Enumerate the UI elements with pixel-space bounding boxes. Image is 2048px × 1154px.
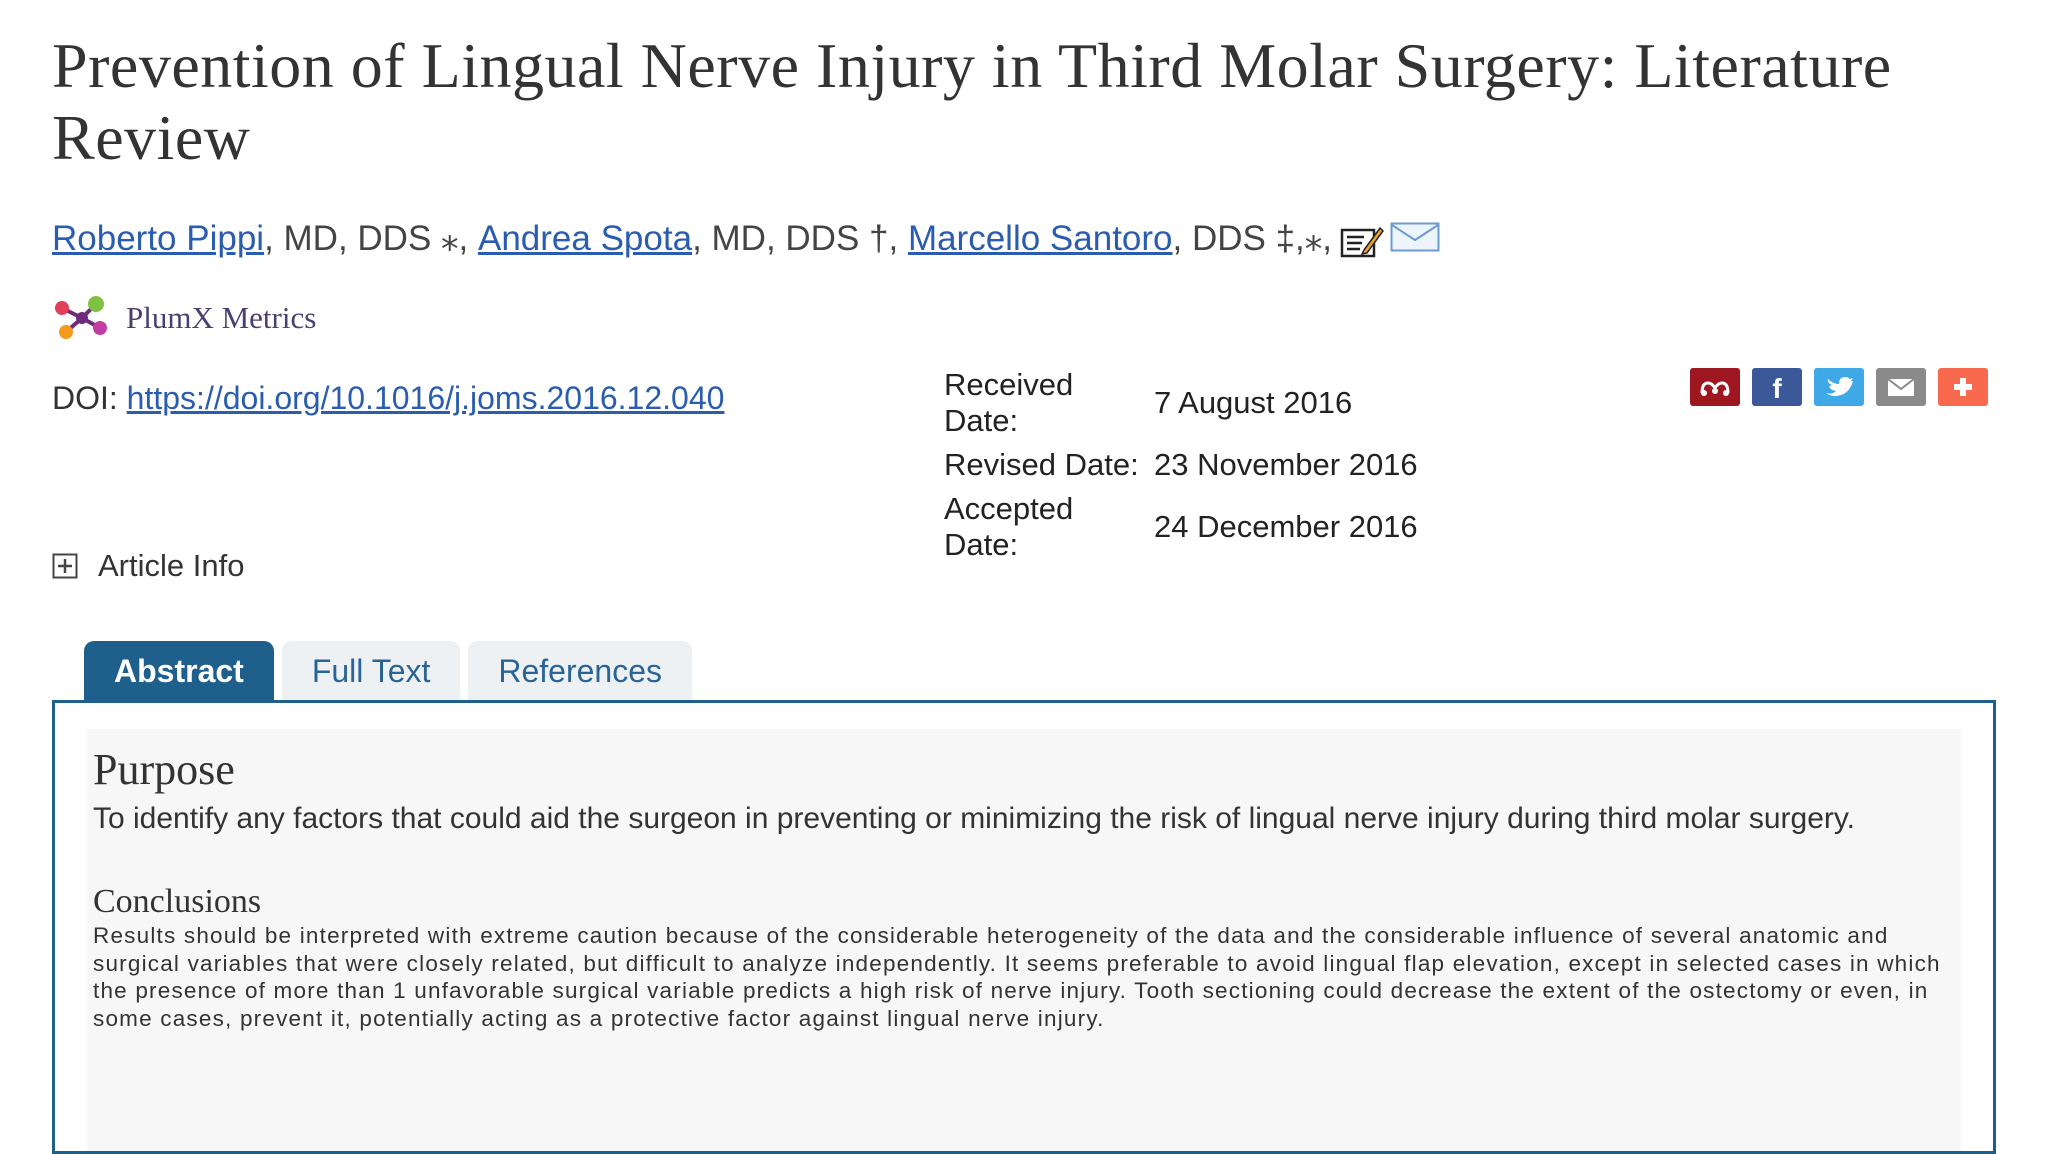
date-label: Accepted Date: xyxy=(944,491,1074,562)
purpose-text: To identify any factors that could aid the surgeon in preventing or minimizing the risk of lingual nerve injury during third molar surgery. xyxy=(93,802,1855,835)
doi-line xyxy=(52,380,724,417)
date-label: Revised Date: xyxy=(944,447,1139,482)
article-info-toggle[interactable] xyxy=(52,548,244,584)
article-dates xyxy=(944,367,1418,562)
date-value: 24 December 2016 xyxy=(1154,509,1418,544)
article-info-label: Article Info xyxy=(98,548,245,583)
tab-references[interactable]: References xyxy=(468,641,692,701)
envelope-icon[interactable] xyxy=(1390,216,1440,246)
date-value: 23 November 2016 xyxy=(1154,447,1418,482)
tab-abstract[interactable]: Abstract xyxy=(84,641,274,701)
author-credentials: , MD, DDS ⁎, xyxy=(264,219,469,258)
svg-text:f: f xyxy=(1772,373,1782,401)
expand-plus-icon[interactable] xyxy=(52,553,78,579)
twitter-icon[interactable] xyxy=(1814,368,1864,406)
addthis-plus-icon[interactable] xyxy=(1938,368,1988,406)
date-label: Received Date: xyxy=(944,367,1074,438)
abstract-panel xyxy=(52,700,1996,1154)
revised-date-row xyxy=(944,434,1418,496)
plumx-metrics[interactable] xyxy=(52,294,316,342)
received-date-row xyxy=(944,367,1418,438)
edit-note-icon[interactable] xyxy=(1340,222,1384,256)
doi-label: DOI: xyxy=(52,380,118,416)
author-list xyxy=(52,214,1440,264)
facebook-icon[interactable] xyxy=(1752,368,1802,406)
doi-link[interactable]: https://doi.org/10.1016/j.joms.2016.12.040 xyxy=(126,380,725,416)
conclusions-heading: Conclusions xyxy=(93,883,262,920)
accepted-date-row xyxy=(944,491,1418,562)
plumx-label: PlumX Metrics xyxy=(126,300,317,335)
author-link-pippi[interactable]: Roberto Pippi xyxy=(52,219,265,258)
abstract-content xyxy=(87,729,1961,1151)
share-toolbar xyxy=(1690,368,2000,406)
conclusions-text: Results should be interpreted with extreme caution because of the considerable heterogeneity of the data and the considerable influence of several anatomic and surgical variables that were closely related, but difficult to analyze independently. It seems preferable to avoid lingual flap elevation, except in selected cases in which the presence of more than 1 unfavorable surgical variable predicts a high risk of nerve injury. Tooth sectioning could decrease the extent of the ostectomy or even, in some cases, prevent it, potentially acting as a protective factor against lingual nerve injury. xyxy=(93,923,1941,1031)
date-value: 7 August 2016 xyxy=(1154,385,1353,420)
tab-full-text[interactable]: Full Text xyxy=(282,641,461,701)
purpose-heading: Purpose xyxy=(93,745,235,794)
mendeley-icon[interactable] xyxy=(1690,368,1740,406)
author-credentials: , DDS ‡,⁎, xyxy=(1172,219,1332,258)
author-link-santoro[interactable]: Marcello Santoro xyxy=(907,219,1173,258)
author-link-spota[interactable]: Andrea Spota xyxy=(478,219,693,258)
article-tabs xyxy=(84,641,700,701)
author-credentials: , MD, DDS †, xyxy=(692,219,899,258)
article-title: Prevention of Lingual Nerve Injury in Third Molar Surgery: Literature Review xyxy=(52,30,1892,173)
email-icon[interactable] xyxy=(1876,368,1926,406)
plumx-logo-icon xyxy=(52,294,112,342)
